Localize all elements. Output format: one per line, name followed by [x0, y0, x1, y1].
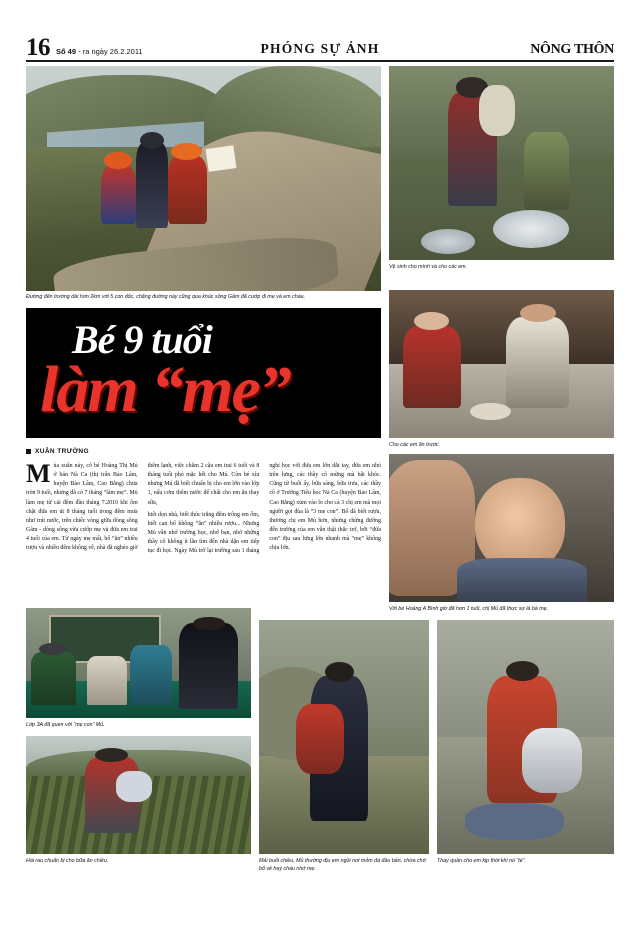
- byline: [26, 448, 89, 455]
- caption-dressing-baby: Thay quần cho em kịp thời khi nó “tè”.: [437, 858, 526, 864]
- photo-child-left: [101, 165, 137, 224]
- caption-mountain-path: Đường đến trường dài hơn 2km với 5 con dốc, chặng đường này cũng qua khúc sông Gâm đã cướp đi mẹ và em cháu.: [26, 294, 306, 300]
- photo-girl-center: [136, 143, 168, 229]
- photo-mountain-path: [26, 66, 381, 291]
- photo-cloth: [465, 803, 564, 840]
- headline-line-1: Bé 9 tuổi: [72, 317, 212, 362]
- section-title: PHÓNG SỰ ẢNH: [260, 41, 380, 56]
- photo-vegetable-garden: [26, 736, 251, 854]
- photo-paper-sheet: [206, 145, 237, 171]
- photo-teacher: [179, 623, 238, 709]
- photo-baby-bundle: [296, 704, 344, 774]
- page-number: 16: [26, 34, 50, 61]
- caption-baby-portrait: Với bé Hoàng A Bình giờ đã hơn 1 tuổi, chị Mủ đã thực sự là bà mẹ.: [389, 606, 549, 612]
- caption-vegetable-garden: Hái rau chuẩn bị cho bữa ăn chiều.: [26, 858, 109, 864]
- article-paragraph: Mùa xuân này, cô bé Hoàng Thị Mủ ở bản Nà Ca (thị trấn Bảo Lâm, huyện Bảo Lâm, Cao Bằng) chưa tròn 9 tuổi, nhưng đã có 7 tháng “làm mẹ”. Mủ làm mẹ từ cái đêm đầu tháng 7.2010 khi ốm chặt đứa em út 8 tháng tuổi trong đêm mưa như trút nước, trên chiếc vòng giữa dòng sông Gâm - dòng sông vừa cướp mẹ và đứa em trai 4 tuổi của em. Từ ngày mẹ mất, bố “ăn” nhiều rượu và nhiều đêm không về, nhà đã nghèo giờ thêm lạnh, việc chăm 2 cậu em trai 6 tuổi và 8 tháng tuổi phó mặc hết cho Mủ. Còn bé xíu nhưng Mủ đã biết chuẩn bị cho em lớn vào lớp 1, nấu cơm thêm nước để chất cho em ăn thay sữa,: [26, 459, 260, 552]
- byline-author: XUÂN TRƯỜNG: [35, 448, 89, 455]
- issue-date: - ra ngày 26.2.2011: [78, 47, 143, 56]
- caption-feeding-children: Cho các em ăn trước.: [389, 442, 441, 448]
- photo-feeding-children: [389, 290, 614, 438]
- photo-bowl: [470, 403, 511, 421]
- article-paragraph: biết dọn nhà, biết thúc trắng đêm trông em ốm, biết can bố không “ăn” nhiều rượu... Nhưng Mủ vẫn nhớ trường học, nhớ bạn, nhớ những thầy cô không ít lần tìm đến nhà dặn em tiếp tục đi học. Ngày Mủ trở lại trường sau 1 tháng nghỉ học với đứa em lớn dắt tay, đứa em nhỏ trên lưng, các thầy cô mừng mà bật khóc. Cũng từ buổi ấy, bữa sáng, bữa trưa, các thầy cô ở Trường Tiểu học Nà Ca (huyện Bảo Lâm, Cao Bằng) xúm vào lo cho cả 3 chị em mà mọi người gọi đùa là “3 mẹ con”. Bố đã biết rượu, thương chị em Mủ hơn, nhưng chừng đường đến trường của em vẫn thật thắc trở, bởi “đứa con” địu sau lưng lớn nhanh mà “mẹ” không chịu lớn.: [147, 463, 381, 555]
- caption-washing-basin: Vệ sinh cho mình và cho các em.: [389, 264, 468, 270]
- photo-baby: [522, 728, 582, 794]
- photo-carrying-baby: [259, 620, 429, 854]
- issue-number: Số 49: [56, 47, 77, 56]
- photo-basin-small: [421, 229, 475, 254]
- photo-student-3: [130, 645, 173, 704]
- photo-basin-large: [493, 210, 570, 249]
- photo-student-1: [31, 652, 76, 705]
- photo-child-right: [506, 317, 569, 409]
- photo-child-left: [403, 326, 462, 409]
- photo-dressing-baby: [437, 620, 614, 854]
- photo-baby-portrait: [389, 454, 614, 602]
- paper-name: NÔNG THÔN: [530, 42, 614, 57]
- masthead: [26, 26, 614, 62]
- photo-washing-basin: [389, 66, 614, 260]
- photo-child-right: [168, 156, 207, 224]
- photo-student-2: [87, 656, 128, 704]
- article-body: [26, 459, 381, 604]
- photo-younger-brother: [524, 132, 569, 210]
- photo-classroom: [26, 608, 251, 718]
- headline-line-2: làm “mẹ”: [40, 353, 290, 426]
- headline-block: [26, 308, 381, 438]
- photo-baby-on-back: [479, 85, 515, 135]
- caption-classroom: Lớp 3A đã quen với “mẹ con” Mủ.: [26, 722, 105, 728]
- photo-baby-body: [457, 558, 588, 602]
- bullet-square-icon: [26, 449, 31, 454]
- photo-baby-on-back: [116, 771, 152, 802]
- caption-carrying-baby: Mải buổi chiều, Mủ thường địu em ngồi nơi mỏm đá đầu bản, chừa chờ bố về hay cháu nhớ mẹ.: [259, 858, 426, 872]
